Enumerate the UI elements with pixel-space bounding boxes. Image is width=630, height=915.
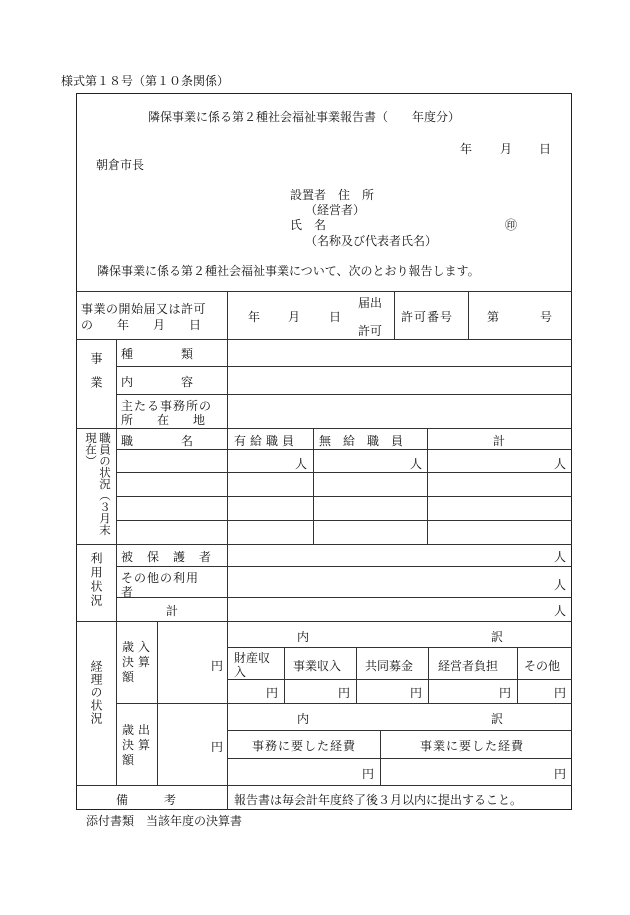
date-month: 月 (500, 142, 513, 156)
usage-section-label: 利用状況 (89, 552, 103, 608)
name-label: 氏 名 (290, 218, 327, 232)
unpaid-unit: 人 (410, 457, 423, 471)
unpaid-staff-label: 無 給 職 員 (319, 434, 404, 448)
other-users-line1: その他の利用 (121, 571, 200, 585)
expense-item-office-yen: 円 (362, 767, 375, 781)
expense-breakdown-right: 訳 (491, 712, 504, 726)
income-label: 歳入決算額 (122, 640, 155, 684)
start-label-line2: の 年 月 日 (81, 318, 202, 332)
office-label-line1: 主たる事務所の (121, 399, 213, 413)
form-title: 隣保事業に係る第２種社会福祉事業報告書（ 年度分） (148, 110, 461, 124)
expense-yen: 円 (211, 740, 224, 754)
permit-number-label: 許可番号 (401, 310, 454, 324)
remarks-text: 報告書は毎会計年度終了後３月以内に提出すること。 (234, 793, 523, 807)
start-label-line1: 事業の開始届又は許可 (81, 302, 207, 316)
usage-total-label: 計 (166, 604, 179, 618)
expense-label: 歳出決算額 (122, 723, 155, 767)
operator-label: （経営者） (305, 203, 366, 217)
date-year: 年 (460, 142, 473, 156)
protected-unit: 人 (554, 550, 567, 564)
income-breakdown-right: 訳 (491, 630, 504, 644)
start-date-day: 日 (329, 310, 342, 324)
attachment-note: 添付書類 当該年度の決算書 (86, 814, 243, 828)
date-day: 日 (539, 142, 552, 156)
start-date-year: 年 (248, 310, 261, 324)
income-item-operator: 経営者負担 (438, 659, 499, 673)
income-item-other-yen: 円 (554, 686, 567, 700)
business-content-label: 内 容 (121, 375, 194, 389)
income-yen: 円 (211, 659, 224, 673)
other-users-line2: 者 (121, 585, 134, 599)
remarks-label: 備 考 (116, 793, 177, 807)
addressee: 朝倉市長 (96, 158, 145, 172)
staff-total-label: 計 (493, 434, 506, 448)
income-item-business-yen: 円 (338, 686, 351, 700)
usage-total-unit: 人 (554, 604, 567, 618)
staff-section-label: 職員の状況（３月末現在） (84, 432, 112, 536)
position-label: 職 名 (121, 434, 194, 448)
income-item-fundraising: 共同募金 (365, 659, 414, 673)
income-breakdown-left: 内 (297, 630, 310, 644)
expense-item-business-yen: 円 (554, 767, 567, 781)
finance-section-label: 経理の状況 (89, 660, 103, 725)
business-section-label: 事業 (89, 352, 103, 400)
paid-staff-label: 有給職員 (234, 434, 299, 448)
other-users-unit: 人 (554, 578, 567, 592)
kyoka-label: 許可 (358, 324, 383, 338)
income-item-business: 事業収入 (293, 659, 342, 673)
expense-breakdown-left: 内 (297, 712, 310, 726)
paid-unit: 人 (295, 457, 308, 471)
form-number: 様式第１８号（第１０条関係） (61, 74, 230, 88)
expense-item-business: 事業に要した経費 (420, 739, 525, 753)
expense-item-office: 事務に要した経費 (252, 739, 357, 753)
statement: 隣保事業に係る第２種社会福祉事業について、次のとおり報告します。 (97, 264, 480, 278)
income-item-fundraising-yen: 円 (410, 686, 423, 700)
income-item-property: 財産収入 (234, 651, 271, 679)
permit-go: 号 (540, 310, 553, 324)
business-type-label: 種 類 (121, 347, 194, 361)
protected-label: 被 保 護 者 (121, 550, 213, 564)
permit-dai: 第 (487, 310, 500, 324)
staff-total-unit: 人 (554, 457, 567, 471)
start-date-month: 月 (288, 310, 301, 324)
income-item-operator-yen: 円 (499, 686, 512, 700)
income-item-other: その他 (524, 659, 561, 673)
todokede-label: 届出 (358, 296, 383, 310)
office-label-line2: 所 在 地 (121, 413, 206, 427)
address-label: 設置者 住 所 (290, 188, 375, 202)
name-note: （名称及び代表者氏名） (305, 234, 438, 248)
income-item-property-yen: 円 (266, 686, 279, 700)
seal-mark: ㊞ (505, 218, 518, 232)
